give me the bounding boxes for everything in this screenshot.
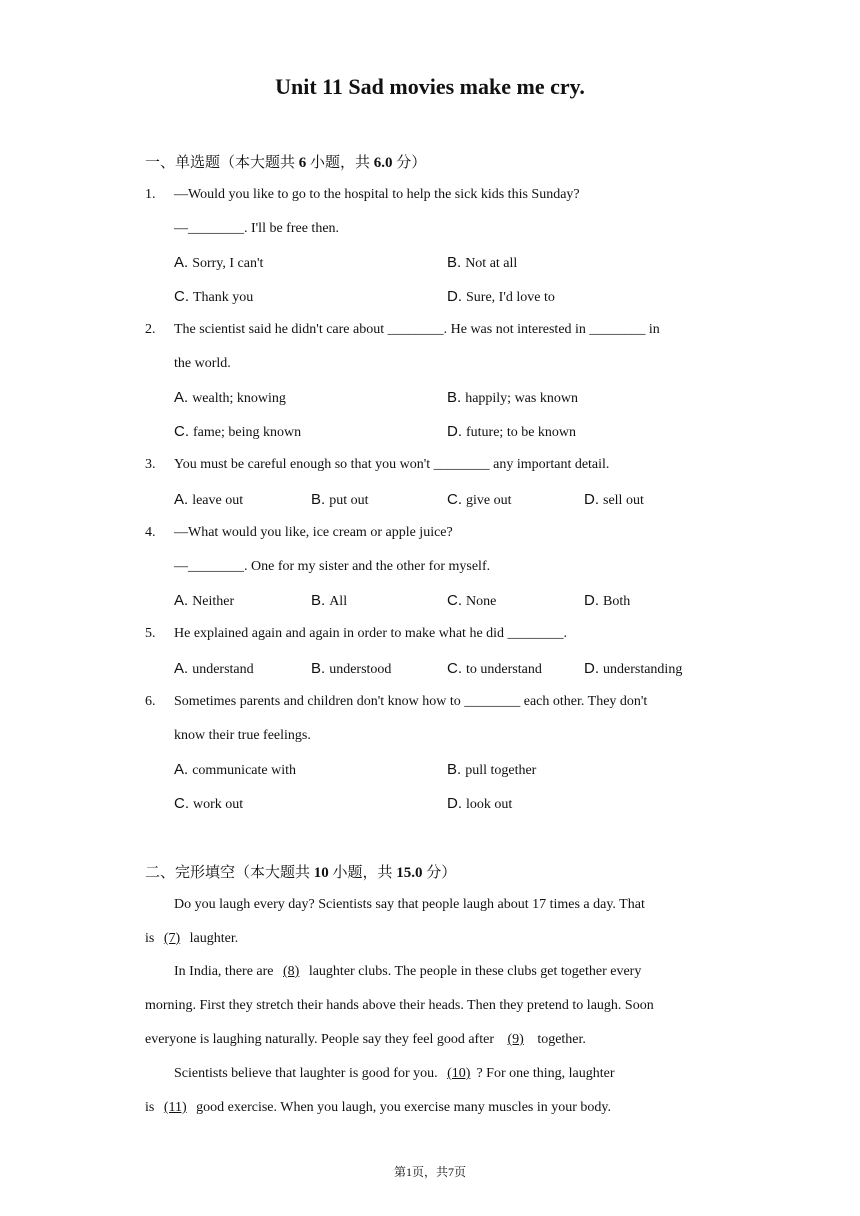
option-b[interactable] bbox=[447, 254, 517, 272]
option-letter: B. bbox=[311, 660, 326, 677]
question-number: 4. bbox=[145, 525, 156, 540]
option-a[interactable] bbox=[174, 389, 286, 407]
section-prefix: 一、单选题（本大题共 bbox=[145, 155, 299, 171]
option-letter: D. bbox=[584, 592, 599, 609]
option-text: Sure, I'd love to bbox=[466, 290, 555, 305]
option-text: fame; being known bbox=[193, 425, 302, 440]
option-text: put out bbox=[329, 493, 369, 508]
section-score: 15.0 bbox=[396, 865, 423, 881]
option-text: understanding bbox=[603, 662, 683, 677]
passage-text: laughter. bbox=[186, 931, 239, 946]
option-letter: D. bbox=[584, 491, 599, 508]
option-a[interactable] bbox=[174, 592, 234, 610]
option-letter: C. bbox=[447, 491, 462, 508]
section-mid: 小题，共 bbox=[328, 865, 397, 881]
option-text: sell out bbox=[603, 493, 644, 508]
passage-text: In India, there are bbox=[174, 964, 277, 979]
passage-line bbox=[145, 1100, 611, 1116]
option-a[interactable] bbox=[174, 761, 296, 779]
passage-text: Scientists believe that laughter is good for you. bbox=[174, 1066, 442, 1081]
page-title: Unit 11 Sad movies make me cry. bbox=[275, 74, 585, 99]
option-c[interactable] bbox=[174, 288, 253, 306]
option-letter: A. bbox=[174, 254, 189, 271]
option-letter: B. bbox=[311, 491, 326, 508]
option-text: leave out bbox=[192, 493, 244, 508]
option-text: wealth; knowing bbox=[192, 391, 286, 406]
option-text: All bbox=[329, 594, 348, 609]
option-text: work out bbox=[193, 797, 244, 812]
option-a[interactable] bbox=[174, 491, 243, 509]
section-score: 6.0 bbox=[373, 155, 393, 171]
option-letter: C. bbox=[174, 423, 189, 440]
passage-line bbox=[174, 964, 641, 980]
option-b[interactable] bbox=[311, 491, 368, 509]
option-text: Sorry, I can't bbox=[192, 256, 264, 271]
passage-line: Do you laugh every day? Scientists say that people laugh about 17 times a day. That bbox=[174, 897, 645, 912]
passage-line bbox=[145, 1032, 586, 1048]
option-c[interactable] bbox=[447, 491, 512, 509]
option-b[interactable] bbox=[447, 389, 578, 407]
option-letter: D. bbox=[447, 288, 462, 305]
question-text: You must be careful enough so that you won't ________ any important detail. bbox=[174, 457, 610, 472]
option-b[interactable] bbox=[311, 592, 347, 610]
option-c[interactable] bbox=[174, 795, 243, 813]
section-count: 10 bbox=[313, 865, 329, 881]
passage-line: morning. First they stretch their hands above their heads. Then they pretend to laugh. Soon bbox=[145, 998, 654, 1013]
option-text: Both bbox=[603, 594, 631, 609]
option-letter: A. bbox=[174, 761, 189, 778]
question-text: know their true feelings. bbox=[174, 728, 311, 743]
passage-line bbox=[174, 1066, 614, 1082]
option-letter: B. bbox=[447, 254, 462, 271]
option-d[interactable] bbox=[447, 795, 512, 813]
option-letter: A. bbox=[174, 592, 189, 609]
option-text: happily; was known bbox=[465, 391, 578, 406]
question-number: 1. bbox=[145, 187, 156, 202]
option-b[interactable] bbox=[311, 660, 391, 678]
option-text: Not at all bbox=[465, 256, 518, 271]
option-c[interactable] bbox=[447, 592, 496, 610]
option-text: understand bbox=[192, 662, 254, 677]
option-text: None bbox=[466, 594, 497, 609]
passage-text: ? For one thing, laughter bbox=[476, 1066, 615, 1081]
section-count: 6 bbox=[298, 155, 307, 171]
section-suffix: 分） bbox=[422, 865, 457, 881]
passage-text: is bbox=[145, 931, 158, 946]
option-d[interactable] bbox=[584, 592, 630, 610]
option-d[interactable] bbox=[584, 660, 682, 678]
question-text: —________. One for my sister and the other for myself. bbox=[174, 559, 491, 574]
question-text: —Would you like to go to the hospital to help the sick kids this Sunday? bbox=[174, 187, 580, 202]
option-letter: D. bbox=[447, 423, 462, 440]
passage-text: is bbox=[145, 1100, 158, 1115]
option-a[interactable] bbox=[174, 660, 254, 678]
option-text: to understand bbox=[466, 662, 542, 677]
option-letter: C. bbox=[447, 592, 462, 609]
question-number: 2. bbox=[145, 322, 156, 337]
blank-8[interactable]: (8) bbox=[283, 964, 300, 979]
question-number: 3. bbox=[145, 457, 156, 472]
question-text: Sometimes parents and children don't know how to ________ each other. They don't bbox=[174, 694, 648, 709]
option-letter: D. bbox=[447, 795, 462, 812]
section-heading-single-choice bbox=[145, 151, 426, 172]
passage-text: everyone is laughing naturally. People say they feel good after bbox=[145, 1032, 498, 1047]
option-text: understood bbox=[329, 662, 392, 677]
option-text: give out bbox=[466, 493, 512, 508]
option-d[interactable] bbox=[447, 288, 555, 306]
section-suffix: 分） bbox=[392, 155, 427, 171]
blank-11[interactable]: (11) bbox=[163, 1100, 187, 1115]
option-c[interactable] bbox=[174, 423, 301, 441]
option-a[interactable] bbox=[174, 254, 263, 272]
option-d[interactable] bbox=[584, 491, 644, 509]
option-letter: B. bbox=[447, 761, 462, 778]
option-letter: B. bbox=[311, 592, 326, 609]
option-text: Neither bbox=[192, 594, 235, 609]
question-text: —What would you like, ice cream or apple juice? bbox=[174, 525, 453, 540]
question-number: 5. bbox=[145, 626, 156, 641]
section-heading-cloze bbox=[145, 861, 456, 882]
option-letter: C. bbox=[447, 660, 462, 677]
passage-text: together. bbox=[533, 1032, 586, 1047]
option-text: Thank you bbox=[193, 290, 254, 305]
option-c[interactable] bbox=[447, 660, 542, 678]
page-footer: 第1页，共7页 bbox=[393, 1165, 466, 1179]
option-letter: C. bbox=[174, 795, 189, 812]
option-text: future; to be known bbox=[466, 425, 577, 440]
option-letter: B. bbox=[447, 389, 462, 406]
option-text: look out bbox=[466, 797, 513, 812]
question-text: the world. bbox=[174, 356, 231, 371]
question-text: —________. I'll be free then. bbox=[174, 221, 340, 236]
passage-text: laughter clubs. The people in these clubs get together every bbox=[305, 964, 642, 979]
section-prefix: 二、完形填空（本大题共 bbox=[145, 865, 314, 881]
option-b[interactable] bbox=[447, 761, 536, 779]
option-text: communicate with bbox=[192, 763, 296, 778]
option-letter: D. bbox=[584, 660, 599, 677]
blank-9[interactable]: (9) bbox=[507, 1032, 524, 1047]
option-text: pull together bbox=[465, 763, 537, 778]
passage-line bbox=[145, 931, 238, 947]
blank-7[interactable]: (7) bbox=[163, 931, 181, 946]
option-letter: A. bbox=[174, 491, 189, 508]
option-letter: A. bbox=[174, 389, 189, 406]
blank-10[interactable]: (10) bbox=[447, 1066, 471, 1081]
passage-text: good exercise. When you laugh, you exercise many muscles in your body. bbox=[192, 1100, 611, 1115]
option-d[interactable] bbox=[447, 423, 576, 441]
question-number: 6. bbox=[145, 694, 156, 709]
option-letter: C. bbox=[174, 288, 189, 305]
question-text: He explained again and again in order to make what he did ________. bbox=[174, 626, 568, 641]
option-letter: A. bbox=[174, 660, 189, 677]
question-text: The scientist said he didn't care about ________. He was not interested in ________ in bbox=[174, 322, 660, 337]
section-mid: 小题，共 bbox=[306, 155, 374, 171]
